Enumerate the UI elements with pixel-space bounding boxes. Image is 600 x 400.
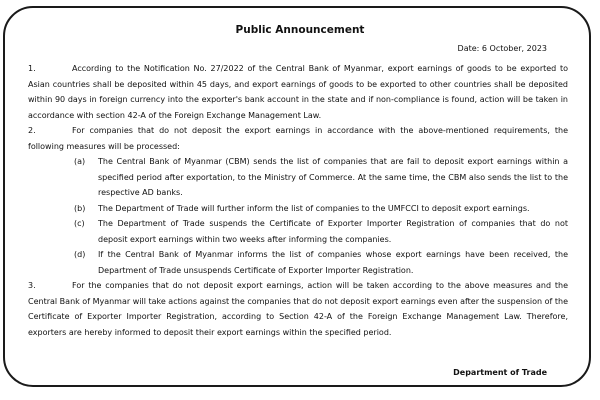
measure-label: (c): [74, 219, 85, 228]
announcement-body: [28, 61, 568, 340]
paragraph-text: For companies that do not deposit the export earnings in accordance with the above-mentioned requirements, the following measures will be processed:: [28, 126, 568, 151]
measure-text: The Department of Trade suspends the Certificate of Exporter Importer Registration of companies that do not deposit export earnings within two weeks after informing the companies.: [98, 219, 568, 244]
measure-label: (d): [74, 250, 86, 259]
measure-text: The Department of Trade will further inform the list of companies to the UMFCCI to deposit export earnings.: [98, 203, 530, 213]
paragraph-1: [28, 61, 568, 123]
paragraph-2: [28, 123, 568, 154]
signature: Department of Trade: [453, 368, 547, 377]
announcement-title: Public Announcement: [235, 24, 365, 36]
announcement-date: Date: 6 October, 2023: [457, 44, 547, 53]
paragraph-3: [28, 278, 568, 340]
measure-label: (b): [74, 203, 86, 213]
measure-text: If the Central Bank of Myanmar informs the list of companies whose export earnings have been received, the Department of Trade unsuspends Certificate of Exporter Importer Registration.: [98, 250, 568, 275]
measure-label: (a): [74, 157, 86, 166]
measure-item-d: [74, 247, 568, 278]
measure-item-b: [74, 201, 568, 217]
paragraph-number: 1.: [28, 64, 36, 73]
measure-item-c: [74, 216, 568, 247]
measure-item-a: [74, 154, 568, 201]
paragraph-number: 3.: [28, 281, 36, 290]
paragraph-text: For the companies that do not deposit export earnings, action will be taken according to the above measures and the Central Bank of Myanmar will take actions against the companies that do not deposit export earnings even after the suspension of the Certificate of Exporter Importer Registration, according to Section 42-A of the Foreign Exchange Management Law. Therefore, exporters are hereby informed to deposit their export earnings within the specified period.: [28, 281, 568, 337]
paragraph-text: According to the Notification No. 27/2022 of the Central Bank of Myanmar, export earnings of goods to be exported to Asian countries shall be deposited within 45 days, and export earnings of goods to be exported to other countries shall be deposited within 90 days in foreign currency into the exporter's bank account in the state and if non-compliance is found, action will be taken in accordance with section 42-A of the Foreign Exchange Management Law.: [28, 64, 568, 120]
paragraph-number: 2.: [28, 126, 36, 135]
measure-text: The Central Bank of Myanmar (CBM) sends the list of companies that are fail to deposit export earnings within a specified period after exportation, to the Ministry of Commerce. At the same time, the CBM also sends the list to the respective AD banks.: [98, 157, 568, 197]
measures-list: [28, 154, 568, 278]
